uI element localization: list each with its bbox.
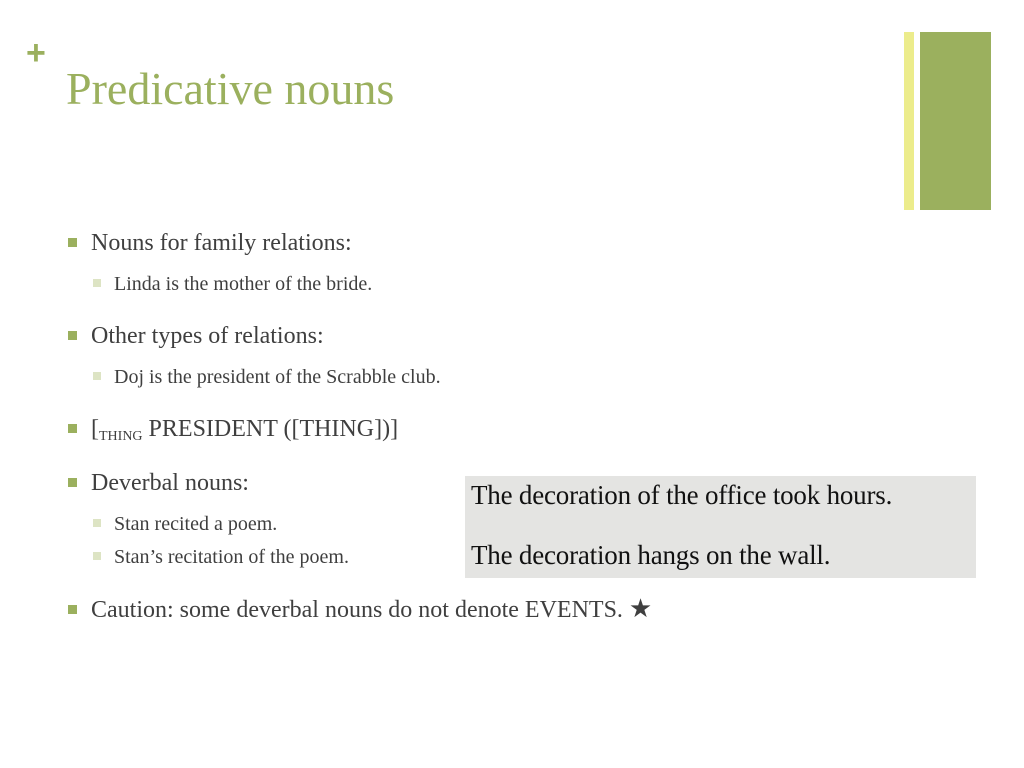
square-bullet-icon [68, 478, 77, 487]
square-bullet-icon [68, 331, 77, 340]
bullet-family-relations [68, 228, 868, 258]
square-bullet-icon [68, 424, 77, 433]
slide-title: Predicative nouns [66, 63, 395, 114]
square-bullet-icon [93, 552, 101, 560]
bracket-open: [ [91, 416, 99, 442]
scan-line-wall: The decoration hangs on the wall. [471, 540, 831, 570]
plus-mark-icon: + [26, 34, 46, 72]
square-bullet-icon [93, 372, 101, 380]
sub-bullet-text: Stan recited a poem. [114, 513, 278, 535]
square-bullet-icon [68, 238, 77, 247]
sub-bullet-linda [93, 271, 868, 297]
bullet-text [91, 414, 398, 444]
accent-bar-yellow [904, 32, 914, 210]
bullet-caution [68, 594, 868, 625]
scan-line-office: The decoration of the office took hours. [471, 480, 893, 510]
thing-subscript: THING [99, 429, 143, 444]
sub-bullet-doj [93, 364, 868, 390]
president-structure: PRESIDENT ([THING])] [142, 416, 399, 442]
sub-bullet-text: Doj is the president of the Scrabble club. [114, 366, 441, 388]
accent-bar-green [920, 32, 991, 210]
bullet-text: Caution: some deverbal nouns do not denote EVENTS. [91, 597, 623, 623]
bullet-other-relations [68, 321, 868, 351]
bullet-text: Other types of relations: [91, 323, 324, 349]
bullet-text: Deverbal nouns: [91, 470, 249, 496]
square-bullet-icon [93, 519, 101, 527]
scanned-example-image [465, 476, 976, 578]
square-bullet-icon [68, 605, 77, 614]
sub-bullet-text: Stan’s recitation of the poem. [114, 546, 349, 568]
square-bullet-icon [93, 279, 101, 287]
bullet-thing-president [68, 414, 868, 444]
star-icon: ★ [628, 594, 653, 624]
sub-bullet-text: Linda is the mother of the bride. [114, 273, 373, 295]
bullet-text: Nouns for family relations: [91, 230, 352, 256]
